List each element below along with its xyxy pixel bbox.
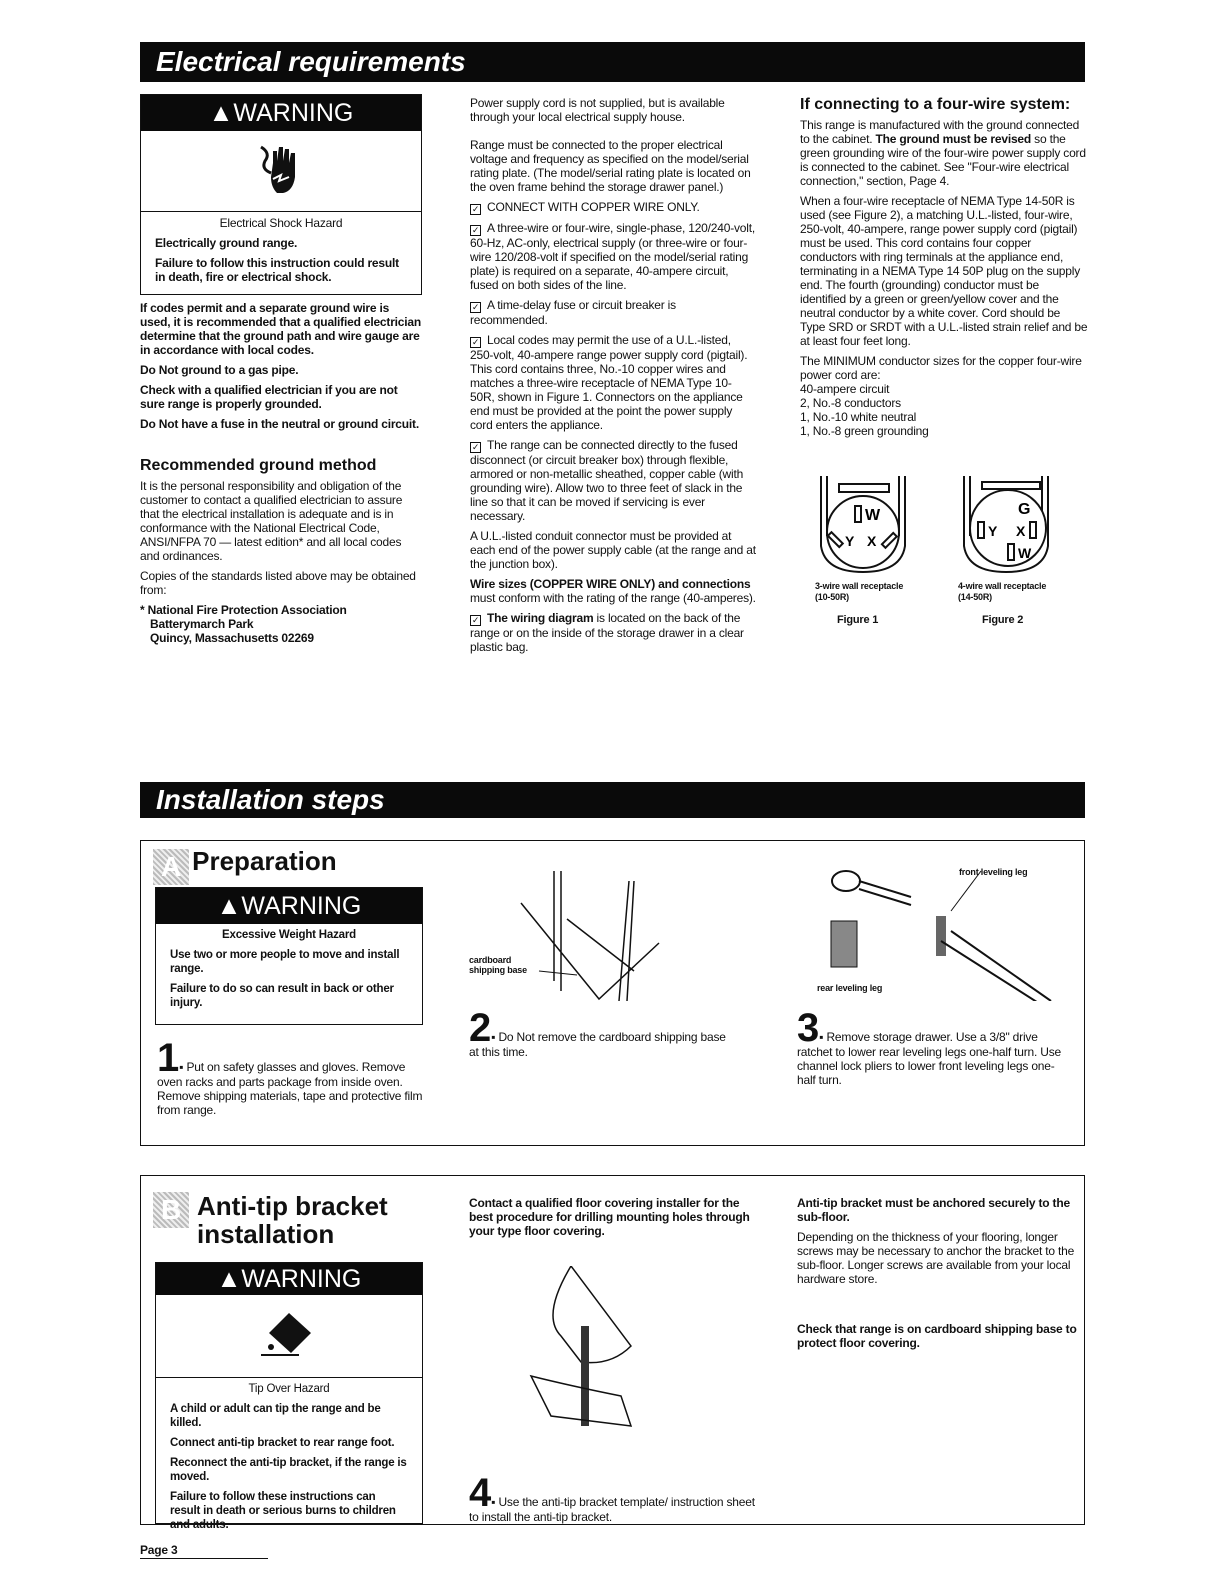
step-2: 2▪ Do Not remove the cardboard shipping base at this time. [469, 1006, 726, 1059]
figure-caption: 4-wire wall receptacle (14-50R) [958, 581, 1047, 602]
section-heading: Preparation [192, 846, 337, 876]
tip-warning-box [155, 1262, 423, 1531]
ground-note: Do Not ground to a gas pipe. [140, 363, 299, 377]
hazard-title: Electrical Shock Hazard [219, 216, 343, 230]
size-item: 40-ampere circuit [800, 382, 890, 396]
shipping-base-illustration [469, 871, 669, 1014]
text: This range is manufactured with the ground connected to the cabinet. [800, 118, 1080, 146]
address-line: Batterymarch Park [150, 617, 254, 631]
para: When a four-wire receptacle of NEMA Type 14-50R is used (see Figure 2), a matching U.L.-listed, four-wire, 250-volt, 40-ampere, range power supply cord (pigtail) must be used. This cord contains four copper conductors with ring terminals at the appliance end, terminating in a NEMA Type 14 50P plug on the supply end. The fourth (grounding) conductor must be identified by a green or green/yellow cover and the neutral conductor by a white cover. Cord should be Type SRD or SRDT with a U.L.-listed strain relief and be at least four feet long. [800, 194, 1088, 348]
address-line: Quincy, Massachusetts 02269 [150, 631, 314, 645]
checklist-item [470, 333, 756, 432]
para: Power supply cord is not supplied, but is available through your local electrical supply house. [470, 96, 725, 124]
four-wire-heading: If connecting to a four-wire system: [800, 96, 1071, 113]
checkbox-icon: ✓ [471, 204, 480, 214]
step-1: 1▪ Put on safety glasses and gloves. Remove oven racks and parts package from inside oven. Remove shipping materials, tape and protective film from range. [157, 1036, 423, 1117]
weight-warning-box [155, 887, 423, 1025]
slot-label: X [1016, 523, 1026, 539]
electrical-col1 [140, 94, 422, 645]
checkbox-icon: ✓ [471, 302, 480, 312]
size-item: 2, No.-8 conductors [800, 396, 901, 410]
checklist-item [470, 221, 756, 292]
slot-label: X [867, 533, 877, 549]
step-3: 3▪ Remove storage drawer. Use a 3/8" drive ratchet to lower rear leveling legs one-half turn. Use channel lock pliers to lower front leveling legs one-half turn. [797, 1006, 1062, 1087]
checkbox-icon: ✓ [471, 337, 480, 347]
para: Range must be connected to the proper electrical voltage and frequency as specified on the model/serial rating plate. (The model/serial rating plate is located on the oven frame behind the storage drawer panel.) [470, 138, 751, 194]
note: Check that range is on cardboard shipping base to protect floor covering. [797, 1322, 1077, 1350]
checkbox-icon: ✓ [471, 615, 480, 625]
slot-label: G [1018, 501, 1031, 518]
checkbox-icon: ✓ [471, 225, 480, 235]
para: A U.L.-listed conduit connector must be provided at each end of the power supply cable (at the range and at the junction box). [470, 529, 756, 571]
note: Depending on the thickness of your flooring, longer screws may be necessary to anchor the bracket to the sub-floor. Longer screws are available from your local hardware store. [797, 1230, 1075, 1286]
size-item: 1, No.-8 green grounding [800, 424, 929, 438]
ground-note: Check with a qualified electrician if you are not sure range is properly grounded. [140, 383, 398, 411]
tip-over-icon [156, 1295, 422, 1378]
four-wire-receptacle-icon [958, 476, 1058, 576]
warning-line: Failure to follow these instructions can result in death or serious burns to children and adults. [170, 1491, 396, 1531]
checklist-item [470, 438, 756, 523]
ground-note: Do Not have a fuse in the neutral or ground circuit. [140, 417, 419, 431]
section-a-preparation [140, 840, 1085, 1146]
warning-line: Electrically ground range. [155, 236, 298, 250]
ground-method-heading: Recommended ground method [140, 457, 377, 474]
step-text: Put on safety glasses and gloves. Remove oven racks and parts package from inside oven. Remove shipping materials, tape and protective film from range. [157, 1060, 423, 1117]
item-text: The range can be connected directly to the fused disconnect (or circuit breaker box) through flexible, armored or non-metallic sheathed, copper cable (with grounding wire). Allow two to three feet of slack in the line so that it can be moved if servicing is ever necessary. [470, 438, 744, 523]
bold-text: The wiring diagram [487, 611, 594, 625]
warning-triangle-icon: ▲ [208, 99, 234, 127]
warning-line: Use two or more people to move and install range. [170, 949, 400, 975]
nfpa-address [140, 603, 422, 645]
item-text: CONNECT WITH COPPER WIRE ONLY. [487, 200, 700, 214]
warning-line: Failure to follow this instruction could result in death, fire or electrical shock. [155, 256, 399, 284]
ground-para: Copies of the standards listed above may be obtained from: [140, 569, 416, 597]
rear-leg-label: rear leveling leg [817, 983, 883, 993]
ground-para: It is the personal responsibility and obligation of the customer to contact a qualified electrician to assure that the electrical installation is adequate and is in conformance with the National Electrical Code, ANSI/NFPA 70 — latest edition* and all local codes and ordinances. [140, 479, 403, 563]
text: must conform with the rating of the range (40-amperes). [470, 591, 756, 605]
three-wire-receptacle-icon [815, 476, 915, 576]
drilling-illustration [511, 1266, 651, 1449]
item-text: A three-wire or four-wire, single-phase, 120/240-volt, 60-Hz, AC-only, electrical supply (or three-wire or four-wire 120/208-volt if specified on the model/serial rating plate) is required on a separate, 40-ampere circuit, fused on both sides of the line. [470, 221, 756, 292]
step-number: 4 [469, 1471, 492, 1515]
note: Anti-tip bracket must be anchored securely to the sub-floor. [797, 1196, 1070, 1224]
warning-line: Connect anti-tip bracket to rear range foot. [170, 1437, 395, 1449]
step-number: 1 [157, 1036, 180, 1080]
figure-1 [815, 476, 925, 627]
section-letter: A [153, 849, 189, 885]
ground-note: If codes permit and a separate ground wire is used, it is recommended that a qualified electrician determine that the ground path and wire gauge are in accordance with local codes. [140, 301, 422, 357]
hazard-title: Excessive Weight Hazard [222, 929, 356, 941]
figure-label: Figure 2 [982, 614, 1024, 626]
warning-triangle-icon: ▲ [216, 892, 242, 920]
step-text: Remove storage drawer. Use a 3/8" drive ratchet to lower rear leveling legs one-half turn. Use channel lock pliers to lower front leveling legs one-half turn. [797, 1030, 1062, 1087]
warning-triangle-icon: ▲ [216, 1265, 242, 1293]
para: The MINIMUM conductor sizes for the copper four-wire power cord are: [800, 354, 1082, 382]
figure-caption: 3-wire wall receptacle (10-50R) [815, 581, 904, 602]
slot-label: W [1018, 545, 1032, 561]
slot-label: Y [845, 533, 855, 549]
footer-rule [140, 1558, 268, 1559]
step-number: 3 [797, 1006, 820, 1050]
checklist-item [470, 200, 756, 215]
bold-text: The ground must be revised [875, 132, 1032, 146]
warning-header: ▲WARNING [141, 95, 421, 131]
anti-tip-notes [797, 1196, 1077, 1356]
slot-label: Y [988, 523, 998, 539]
figure-2 [958, 476, 1068, 627]
step-4: 4▪ Use the anti-tip bracket template/ instruction sheet to install the anti-tip bracket. [469, 1471, 755, 1524]
warning-label: WARNING [241, 892, 362, 920]
size-item: 1, No.-10 white neutral [800, 410, 917, 424]
text: is located on the back of the range or on the inside of the storage drawer in a clear plastic bag. [470, 611, 744, 654]
front-leg-label: front leveling leg [959, 867, 1028, 877]
bold-text: Wire sizes (COPPER WIRE ONLY) and connections [470, 577, 751, 591]
section-title-electrical: Electrical requirements [140, 42, 1085, 82]
warning-line: A child or adult can tip the range and be killed. [170, 1403, 381, 1429]
step-number: 2 [469, 1006, 492, 1050]
step-text: Do Not remove the cardboard shipping base at this time. [469, 1030, 726, 1059]
section-letter: B [153, 1192, 189, 1228]
figure-label: Figure 1 [837, 614, 879, 626]
checklist-item [470, 298, 756, 327]
section-title-installation: Installation steps [140, 782, 1085, 818]
warning-label: WARNING [241, 1265, 362, 1293]
text: so the green grounding wire of the four-wire power supply cord is connected to the cabinet. See "Four-wire electrical connection," section, Page 4. [800, 132, 1086, 188]
shock-hand-icon [141, 131, 421, 212]
installer-note: Contact a qualified floor covering installer for the best procedure for drilling mounting holes through your type floor covering. [469, 1196, 750, 1238]
section-heading: installation [197, 1219, 335, 1249]
warning-line: Failure to do so can result in back or other injury. [170, 983, 394, 1009]
section-b-anti-tip [140, 1175, 1085, 1531]
hazard-title: Tip Over Hazard [248, 1383, 330, 1395]
shock-warning-box [140, 94, 422, 295]
para [800, 118, 1088, 188]
electrical-col2 [470, 96, 756, 660]
slot-label: W [865, 507, 880, 524]
address-line: * National Fire Protection Association [140, 603, 347, 617]
warning-line: Reconnect the anti-tip bracket, if the range is moved. [170, 1457, 407, 1483]
page-number: Page 3 [140, 1543, 178, 1557]
cardboard-label: cardboard shipping base [469, 955, 527, 975]
electrical-col3 [800, 96, 1088, 438]
item-text: A time-delay fuse or circuit breaker is recommended. [470, 298, 676, 327]
section-heading: Anti-tip bracket [197, 1191, 388, 1221]
leveling-leg-illustration [811, 861, 1081, 1004]
checkbox-icon: ✓ [471, 442, 480, 452]
item-text: Local codes may permit the use of a U.L.-listed, 250-volt, 40-ampere range power supply cord (pigtail). This cord contains three, No.-10 copper wires and matches a three-wire receptacle of NEMA Type 10-50R, shown in Figure 1. Connectors on the appliance end must be provided at the point the power supply cord enters the appliance. [470, 333, 748, 432]
para [470, 577, 756, 605]
step-text: Use the anti-tip bracket template/ instruction sheet to install the anti-tip bracket. [469, 1495, 755, 1524]
checklist-item [470, 611, 756, 654]
